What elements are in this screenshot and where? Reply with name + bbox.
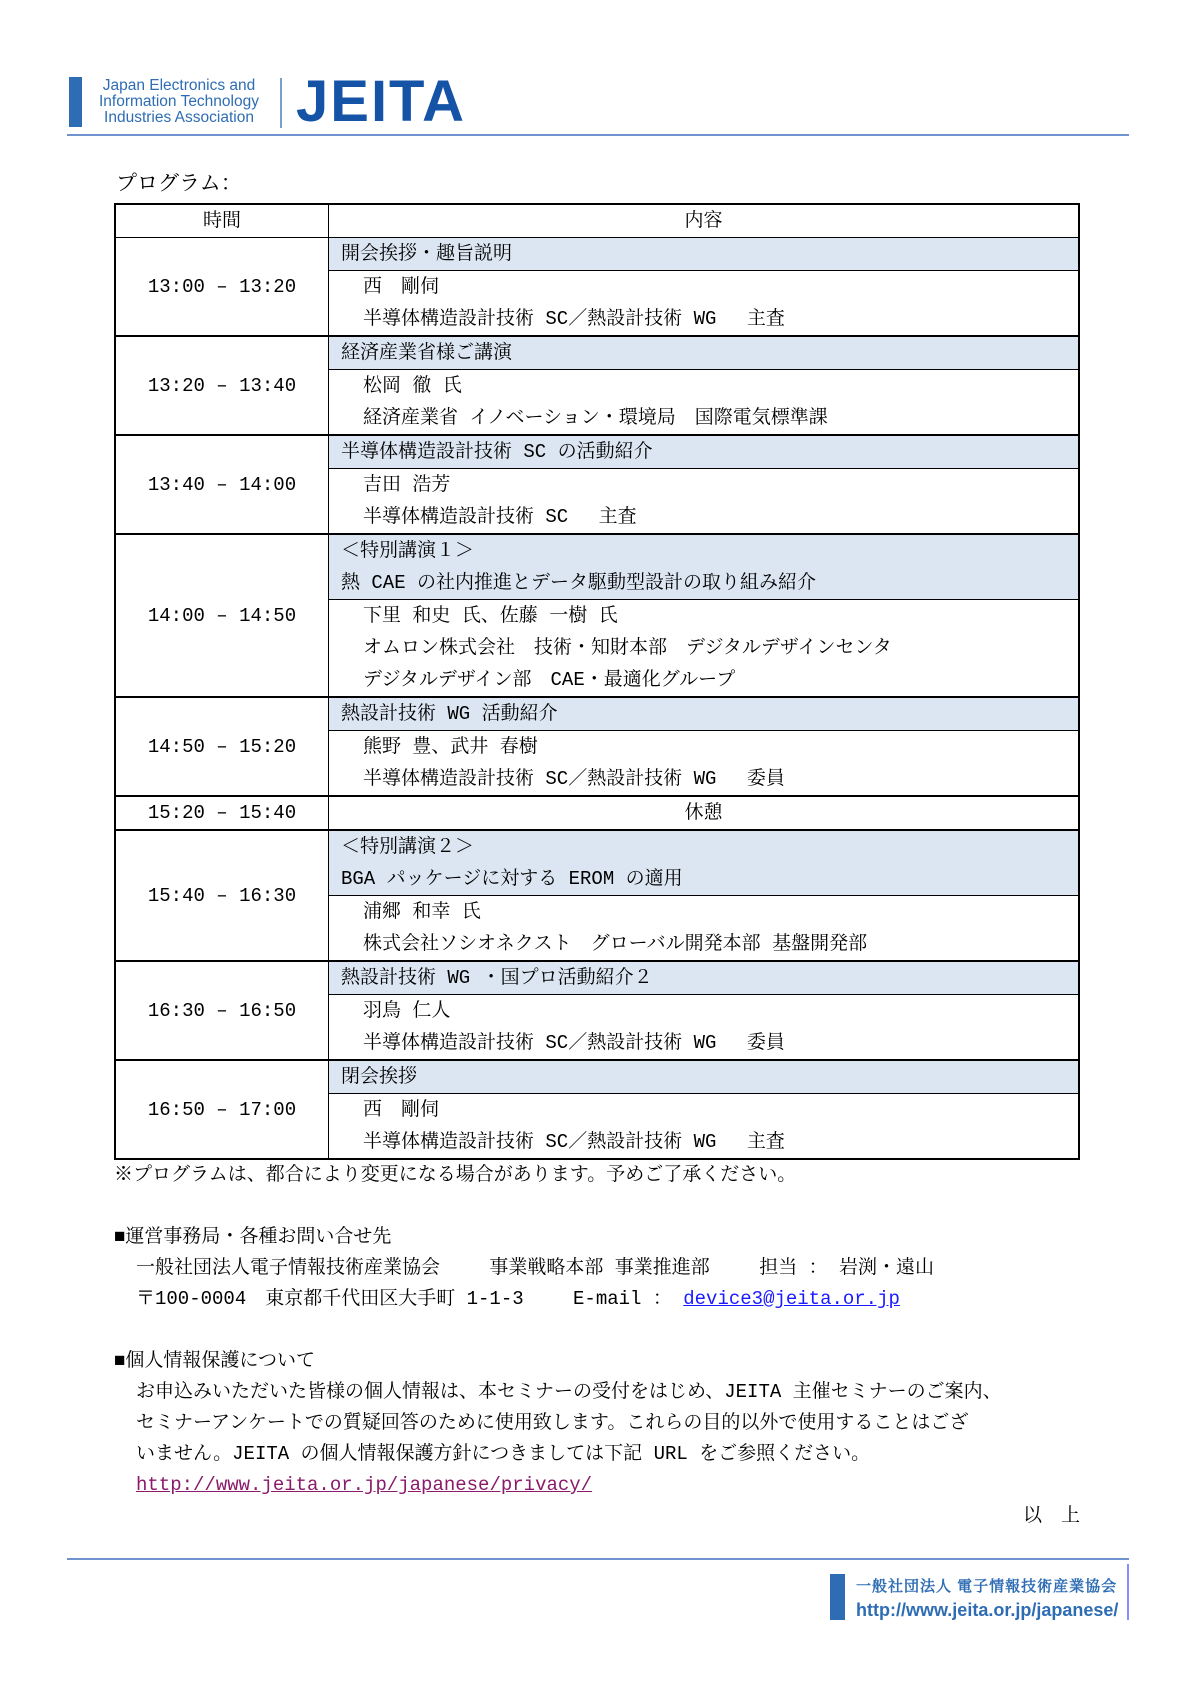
- session-detail: 松岡 徹 氏: [363, 375, 462, 397]
- session-title: 閉会挨拶: [341, 1066, 418, 1088]
- session-title-cell: [329, 336, 1080, 370]
- session-detail: オムロン株式会社 技術・知財本部 デジタルデザインセンタ: [363, 637, 892, 659]
- header-rule: [67, 134, 1129, 136]
- session-details-cell: [329, 731, 1080, 797]
- time-cell: 15:40 – 16:30: [115, 830, 329, 961]
- logo-line: Information Technology: [99, 93, 259, 110]
- closing-text: 以 上: [1022, 1505, 1080, 1527]
- session-detail: 半導体構造設計技術 SC／熱設計技術 WG 委員: [363, 768, 785, 790]
- time-cell: 14:00 – 14:50: [115, 534, 329, 697]
- session-detail: デジタルデザイン部 CAE・最適化グループ: [363, 669, 736, 691]
- session-title: 熱設計技術 WG ・国プロ活動紹介２: [341, 967, 653, 989]
- logo-line: Japan Electronics and: [102, 77, 256, 94]
- session-detail: 吉田 浩芳: [363, 474, 451, 496]
- time-cell: 15:20 – 15:40: [115, 796, 329, 830]
- session-title: 開会挨拶・趣旨説明: [341, 243, 513, 265]
- time-cell: 16:50 – 17:00: [115, 1060, 329, 1159]
- privacy-url-line: [114, 1470, 1114, 1501]
- program-note: ※プログラムは、都合により変更になる場合があります。予めご了承ください。: [114, 1164, 797, 1186]
- session-title-cell: [329, 830, 1080, 896]
- privacy-text: セミナーアンケートでの質疑回答のために使用致します。これらの目的以外で使用することはござ: [136, 1412, 969, 1434]
- session-detail: 株式会社ソシオネクスト グローバル開発本部 基盤開発部: [363, 933, 868, 955]
- session-title-cell: [329, 435, 1080, 469]
- session-detail: 半導体構造設計技術 SC／熱設計技術 WG 主査: [363, 308, 785, 330]
- session-details-cell: [329, 896, 1080, 962]
- session-title: 熱 CAE の社内推進とデータ駆動型設計の取り組み紹介: [341, 572, 817, 594]
- time-cell: 14:50 – 15:20: [115, 697, 329, 796]
- session-detail: 経済産業省 イノベーション・環境局 国際電気標準課: [363, 407, 828, 429]
- footer-url[interactable]: http://www.jeita.or.jp/japanese/: [856, 1600, 1119, 1620]
- footer-bar: [830, 1574, 845, 1620]
- session-title-cell: [329, 961, 1080, 995]
- program-label: プログラム：: [116, 174, 242, 197]
- email-link[interactable]: device3@jeita.or.jp: [683, 1288, 900, 1310]
- session-title-cell: [329, 1060, 1080, 1094]
- table-row: [115, 961, 1079, 995]
- time-cell: 16:30 – 16:50: [115, 961, 329, 1060]
- footer-divider: [1127, 1564, 1129, 1620]
- session-title-cell: [329, 534, 1080, 600]
- table-row: [115, 238, 1079, 271]
- session-details-cell: [329, 271, 1080, 337]
- logo-divider: [280, 78, 282, 128]
- table-row: [115, 336, 1079, 370]
- session-detail: 浦郷 和幸 氏: [363, 901, 481, 923]
- table-row: [115, 435, 1079, 469]
- spacer: [114, 1315, 1114, 1346]
- col-content-header: 内容: [329, 204, 1080, 238]
- session-detail: 半導体構造設計技術 SC／熱設計技術 WG 委員: [363, 1032, 785, 1054]
- program-table: [114, 203, 1080, 1160]
- col-time-header: 時間: [115, 204, 329, 238]
- session-detail: 西 剛伺: [363, 1099, 440, 1121]
- break-cell: 休憩: [329, 796, 1080, 830]
- session-title: 熱設計技術 WG 活動紹介: [341, 703, 558, 725]
- session-detail: 下里 和史 氏、佐藤 一樹 氏: [363, 605, 618, 627]
- session-title-cell: [329, 697, 1080, 731]
- footer-org: 一般社団法人 電子情報技術産業協会: [856, 1578, 1118, 1595]
- table-row: [115, 1060, 1079, 1094]
- table-row: [115, 534, 1079, 600]
- time-cell: 13:40 – 14:00: [115, 435, 329, 534]
- session-details-cell: [329, 1094, 1080, 1160]
- privacy-url-link[interactable]: http://www.jeita.or.jp/japanese/privacy/: [136, 1474, 593, 1496]
- session-title: ＜特別講演２＞: [341, 836, 475, 858]
- session-detail: 半導体構造設計技術 SC／熱設計技術 WG 主査: [363, 1131, 785, 1153]
- privacy-text: お申込みいただいた皆様の個人情報は、本セミナーの受付をはじめ、JEITA 主催セミナーのご案内、: [136, 1381, 1002, 1403]
- content-flow: [114, 203, 1114, 1532]
- session-detail: 西 剛伺: [363, 276, 440, 298]
- logo-bar: [69, 77, 82, 127]
- session-detail: 熊野 豊、武井 春樹: [363, 736, 538, 758]
- logo-line: Industries Association: [104, 109, 254, 126]
- session-title-cell: [329, 238, 1080, 271]
- jeita-logo: JEITA: [296, 69, 467, 134]
- session-detail: 羽鳥 仁人: [363, 1000, 451, 1022]
- table-row: [115, 830, 1079, 896]
- session-title: ＜特別講演１＞: [341, 540, 475, 562]
- contact-heading: ■運営事務局・各種お問い合せ先: [114, 1226, 392, 1248]
- logo-text: [88, 78, 270, 126]
- footer-rule: [67, 1558, 1129, 1560]
- contact-line: 一般社団法人電子情報技術産業協会 事業戦略本部 事業推進部 担当 ： 岩渕・遠山: [136, 1257, 935, 1279]
- session-details-cell: [329, 995, 1080, 1061]
- spacer: [114, 1191, 1114, 1222]
- table-row: [115, 697, 1079, 731]
- session-details-cell: [329, 469, 1080, 535]
- table-row: [115, 796, 1079, 830]
- time-cell: 13:20 – 13:40: [115, 336, 329, 435]
- address-text: 〒100-0004 東京都千代田区大手町 1-1-3 E-mail ：: [136, 1288, 684, 1310]
- session-title: 半導体構造設計技術 SC の活動紹介: [341, 441, 653, 463]
- contact-address: [114, 1284, 1114, 1315]
- session-details-cell: [329, 600, 1080, 698]
- session-title: 経済産業省様ご講演: [341, 342, 513, 364]
- privacy-heading: ■個人情報保護について: [114, 1350, 316, 1372]
- session-detail: 半導体構造設計技術 SC 主査: [363, 506, 637, 528]
- time-cell: 13:00 – 13:20: [115, 238, 329, 337]
- session-details-cell: [329, 370, 1080, 436]
- session-title: BGA パッケージに対する EROM の適用: [341, 868, 683, 890]
- footer-text: [856, 1576, 1118, 1622]
- privacy-text: いません。JEITA の個人情報保護方針につきましては下記 URL をご参照ください。: [136, 1443, 871, 1465]
